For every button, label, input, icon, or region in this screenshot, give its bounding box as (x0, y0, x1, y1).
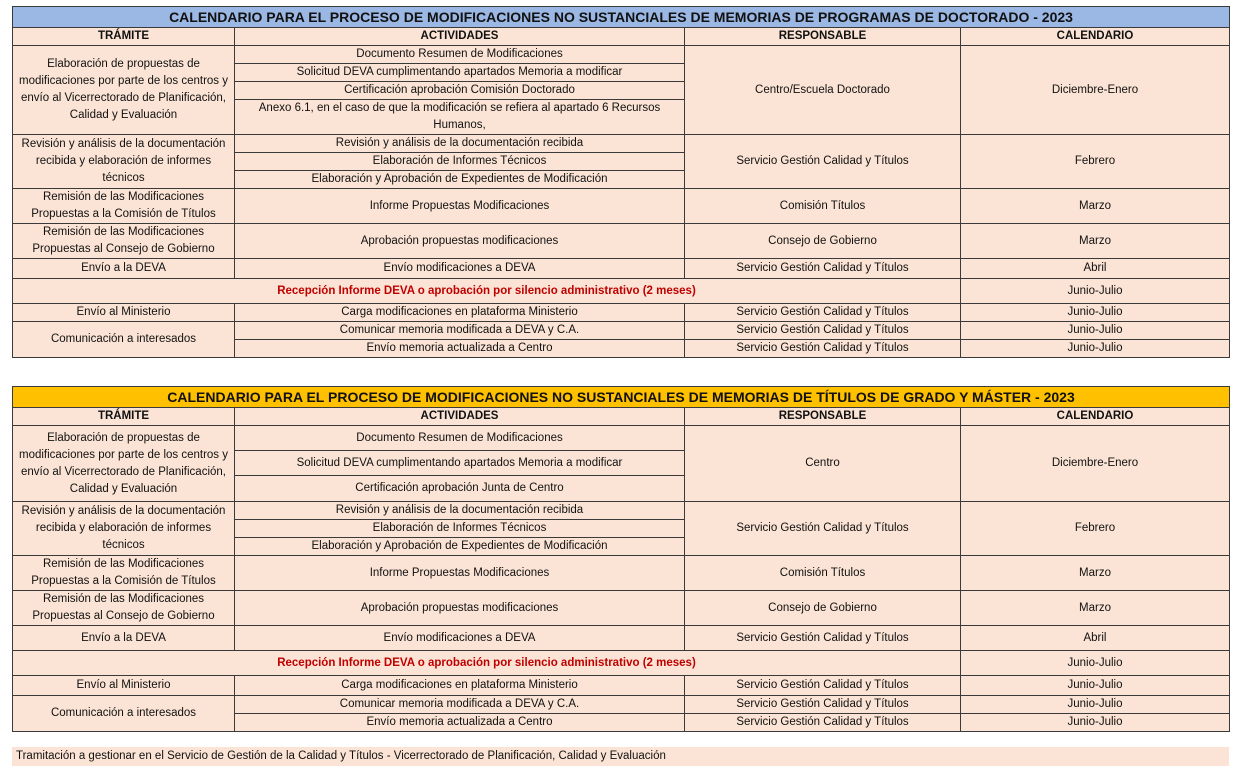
calendario-cell: Febrero (961, 135, 1230, 189)
responsable-cell: Servicio Gestión Calidad y Títulos (685, 626, 961, 651)
activity-cell: Anexo 6.1, en el caso de que la modificación se refiera al apartado 6 Recursos Humanos, (235, 100, 685, 135)
responsable-cell: Servicio Gestión Calidad y Títulos (685, 696, 961, 714)
tramite-cell: Remisión de las Modificaciones Propuestas a la Comisión de Títulos (13, 189, 235, 224)
calendario-cell: Abril (961, 626, 1230, 651)
tramite-cell: Comunicación a interesados (13, 696, 235, 732)
activity-cell: Certificación aprobación Junta de Centro (235, 476, 685, 502)
calendario-cell: Marzo (961, 591, 1230, 626)
tramite-cell: Revisión y análisis de la documentación recibida y elaboración de informes técnicos (13, 502, 235, 556)
activity-cell: Revisión y análisis de la documentación recibida (235, 135, 685, 153)
activity-cell: Revisión y análisis de la documentación recibida (235, 502, 685, 520)
calendario-cell: Diciembre-Enero (961, 426, 1230, 502)
calendario-cell: Junio-Julio (961, 651, 1230, 676)
calendario-cell: Diciembre-Enero (961, 46, 1230, 135)
activity-cell: Comunicar memoria modificada a DEVA y C.A. (235, 696, 685, 714)
responsable-cell: Centro (685, 426, 961, 502)
header-tramite: TRÁMITE (13, 408, 235, 426)
activity-cell: Informe Propuestas Modificaciones (235, 189, 685, 224)
header-responsable: RESPONSABLE (685, 408, 961, 426)
responsable-cell: Servicio Gestión Calidad y Títulos (685, 676, 961, 696)
calendario-cell: Febrero (961, 502, 1230, 556)
grado-table-title: CALENDARIO PARA EL PROCESO DE MODIFICACIONES NO SUSTANCIALES DE MEMORIAS DE TÍTULOS DE GRADO Y MÁSTER - 2023 (13, 387, 1230, 408)
activity-cell: Solicitud DEVA cumplimentando apartados Memoria a modificar (235, 451, 685, 476)
activity-cell: Envío memoria actualizada a Centro (235, 714, 685, 732)
activity-cell: Elaboración y Aprobación de Expedientes de Modificación (235, 538, 685, 556)
tramite-cell: Elaboración de propuestas de modificaciones por parte de los centros y envío al Vicerrectorado de Planificación, Calidad y Evaluación (13, 46, 235, 135)
tramite-cell: Envío al Ministerio (13, 676, 235, 696)
grado-master-calendar-table (12, 386, 1230, 732)
responsable-cell: Servicio Gestión Calidad y Títulos (685, 714, 961, 732)
activity-cell: Comunicar memoria modificada a DEVA y C.A. (235, 322, 685, 340)
tramite-cell: Revisión y análisis de la documentación recibida y elaboración de informes técnicos (13, 135, 235, 189)
header-tramite: TRÁMITE (13, 28, 235, 46)
header-responsable: RESPONSABLE (685, 28, 961, 46)
header-calendario: CALENDARIO (961, 28, 1230, 46)
tramite-cell: Remisión de las Modificaciones Propuestas al Consejo de Gobierno (13, 591, 235, 626)
tramite-cell: Remisión de las Modificaciones Propuestas al Consejo de Gobierno (13, 224, 235, 259)
activity-cell: Certificación aprobación Comisión Doctorado (235, 82, 685, 100)
responsable-cell: Comisión Títulos (685, 556, 961, 591)
calendario-cell: Junio-Julio (961, 322, 1230, 340)
reception-note: Recepción Informe DEVA o aprobación por silencio administrativo (2 meses) (13, 279, 961, 304)
header-actividades: ACTIVIDADES (235, 28, 685, 46)
activity-cell: Documento Resumen de Modificaciones (235, 46, 685, 64)
activity-cell: Carga modificaciones en plataforma Ministerio (235, 676, 685, 696)
activity-cell: Informe Propuestas Modificaciones (235, 556, 685, 591)
responsable-cell: Consejo de Gobierno (685, 224, 961, 259)
calendario-cell: Abril (961, 259, 1230, 279)
calendario-cell: Junio-Julio (961, 304, 1230, 322)
responsable-cell: Servicio Gestión Calidad y Títulos (685, 304, 961, 322)
responsable-cell: Comisión Títulos (685, 189, 961, 224)
activity-cell: Envío memoria actualizada a Centro (235, 340, 685, 358)
calendario-cell: Junio-Julio (961, 676, 1230, 696)
activity-cell: Aprobación propuestas modificaciones (235, 591, 685, 626)
responsable-cell: Servicio Gestión Calidad y Títulos (685, 135, 961, 189)
activity-cell: Elaboración de Informes Técnicos (235, 153, 685, 171)
responsable-cell: Servicio Gestión Calidad y Títulos (685, 502, 961, 556)
calendario-cell: Marzo (961, 556, 1230, 591)
tramite-cell: Elaboración de propuestas de modificaciones por parte de los centros y envío al Vicerrectorado de Planificación, Calidad y Evaluación (13, 426, 235, 502)
doctorado-calendar-table (12, 6, 1230, 358)
activity-cell: Elaboración de Informes Técnicos (235, 520, 685, 538)
responsable-cell: Centro/Escuela Doctorado (685, 46, 961, 135)
responsable-cell: Servicio Gestión Calidad y Títulos (685, 340, 961, 358)
activity-cell: Elaboración y Aprobación de Expedientes de Modificación (235, 171, 685, 189)
activity-cell: Aprobación propuestas modificaciones (235, 224, 685, 259)
reception-note: Recepción Informe DEVA o aprobación por silencio administrativo (2 meses) (13, 651, 961, 676)
tramite-cell: Envío al Ministerio (13, 304, 235, 322)
calendario-cell: Junio-Julio (961, 279, 1230, 304)
tramite-cell: Envío a la DEVA (13, 626, 235, 651)
calendario-cell: Marzo (961, 224, 1230, 259)
calendario-cell: Marzo (961, 189, 1230, 224)
header-calendario: CALENDARIO (961, 408, 1230, 426)
responsable-cell: Servicio Gestión Calidad y Títulos (685, 259, 961, 279)
tramite-cell: Envío a la DEVA (13, 259, 235, 279)
activity-cell: Envío modificaciones a DEVA (235, 626, 685, 651)
doctorado-table-title: CALENDARIO PARA EL PROCESO DE MODIFICACIONES NO SUSTANCIALES DE MEMORIAS DE PROGRAMAS DE DOCTORADO - 2023 (13, 7, 1230, 28)
tramite-cell: Remisión de las Modificaciones Propuestas a la Comisión de Títulos (13, 556, 235, 591)
activity-cell: Solicitud DEVA cumplimentando apartados Memoria a modificar (235, 64, 685, 82)
activity-cell: Carga modificaciones en plataforma Ministerio (235, 304, 685, 322)
responsable-cell: Consejo de Gobierno (685, 591, 961, 626)
footer-note: Tramitación a gestionar en el Servicio de Gestión de la Calidad y Títulos - Vicerrectorado de Planificación, Calidad y Evaluación (12, 747, 1229, 766)
calendario-cell: Junio-Julio (961, 696, 1230, 714)
activity-cell: Documento Resumen de Modificaciones (235, 426, 685, 451)
header-actividades: ACTIVIDADES (235, 408, 685, 426)
responsable-cell: Servicio Gestión Calidad y Títulos (685, 322, 961, 340)
tramite-cell: Comunicación a interesados (13, 322, 235, 358)
calendario-cell: Junio-Julio (961, 340, 1230, 358)
activity-cell: Envío modificaciones a DEVA (235, 259, 685, 279)
calendario-cell: Junio-Julio (961, 714, 1230, 732)
